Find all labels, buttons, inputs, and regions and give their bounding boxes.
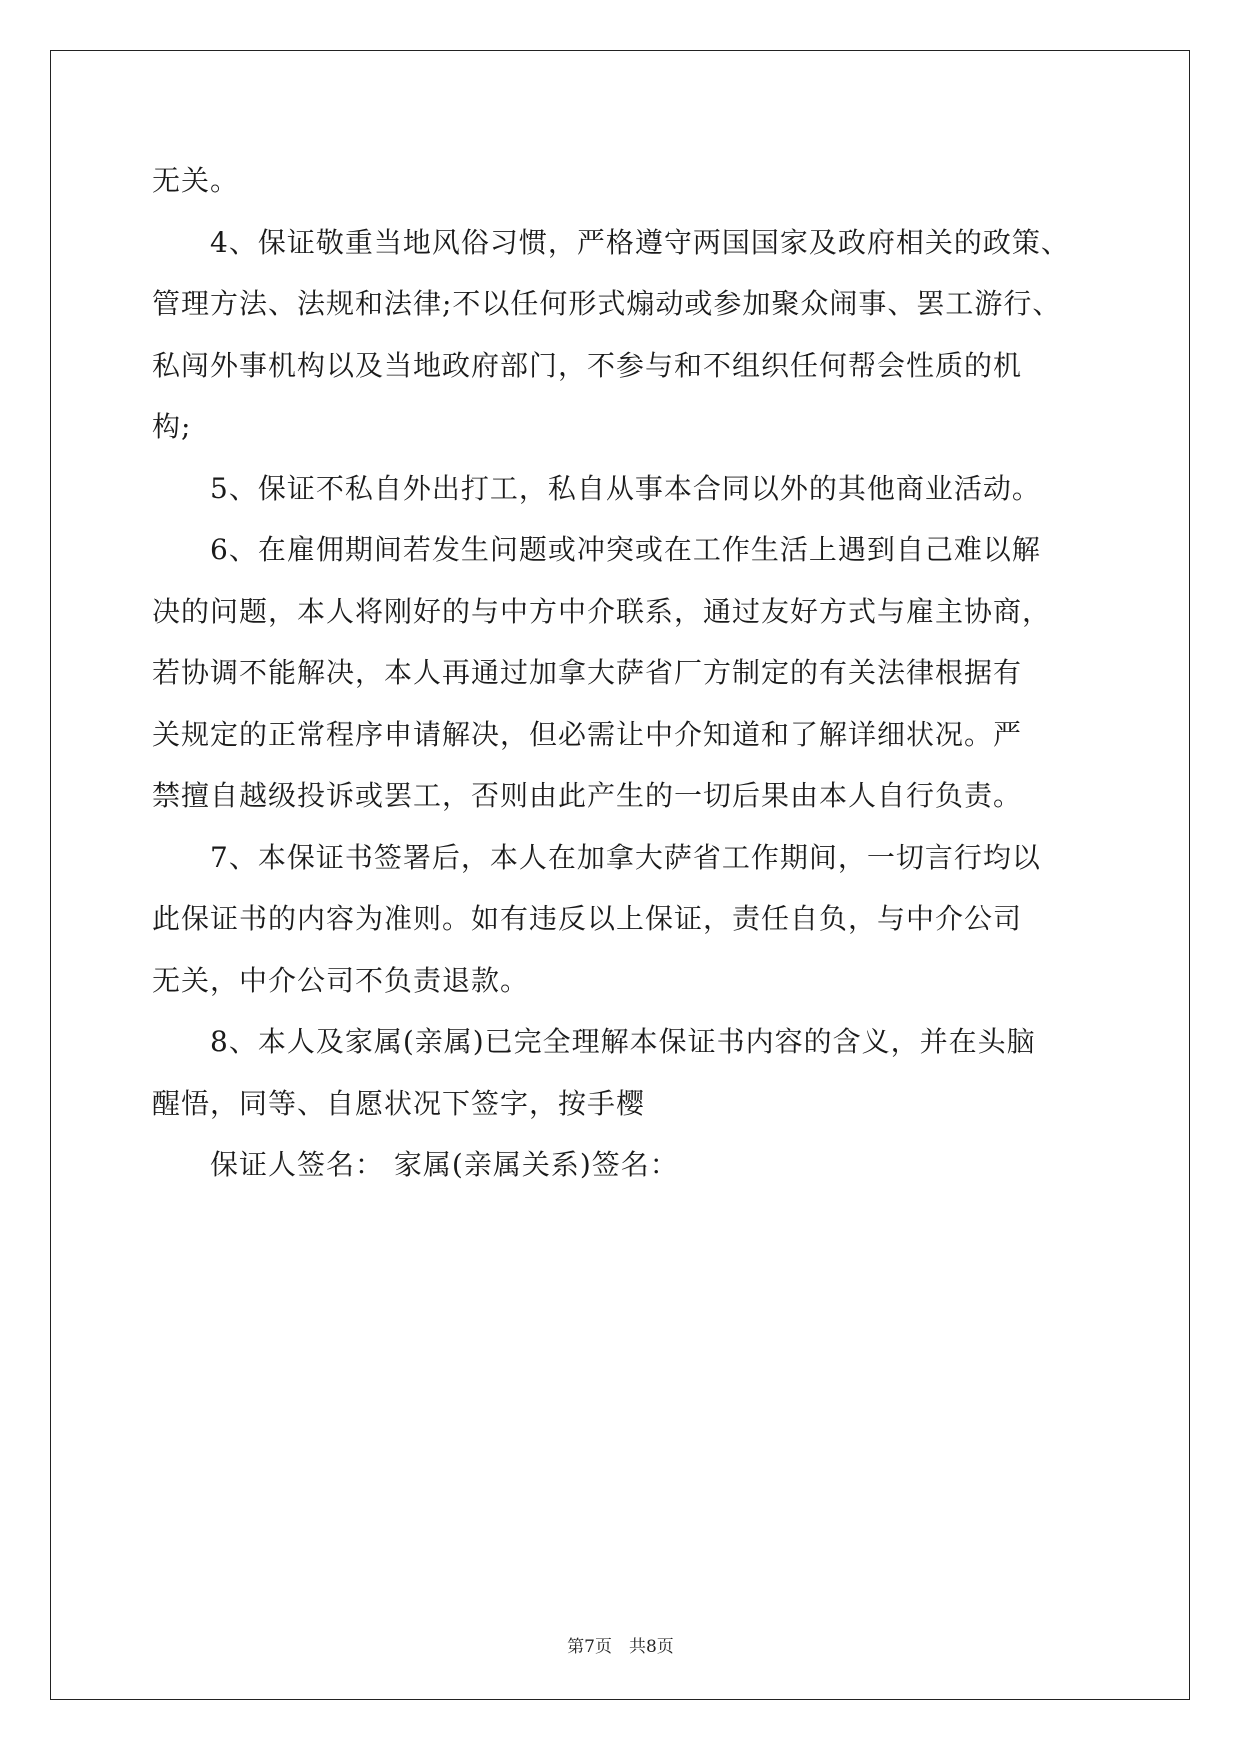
text-line: 8、本人及家属(亲属)已完全理解本保证书内容的含义，并在头脑	[210, 1025, 1036, 1058]
text-line: 管理方法、法规和法律;不以任何形式煽动或参加聚众闹事、罢工游行、	[152, 287, 1062, 320]
text-line: 关规定的正常程序申请解决，但必需让中介知道和了解详细状况。严	[152, 717, 1023, 751]
text-line: 构;	[152, 410, 192, 443]
text-line: 醒悟，同等、自愿状况下签字，按手樱	[152, 1086, 646, 1120]
page-number: 第7页 共8页	[567, 1637, 674, 1657]
text-line: 此保证书的内容为准则。如有违反以上保证，责任自负，与中介公司	[152, 902, 1023, 935]
text-line: 6、在雇佣期间若发生问题或冲突或在工作生活上遇到自己难以解	[210, 533, 1041, 566]
signature-line: 保证人签名： 家属(亲属关系)签名：	[210, 1148, 679, 1181]
text-line: 5、保证不私自外出打工，私自从事本合同以外的其他商业活动。	[210, 471, 1041, 505]
text-line: 私闯外事机构以及当地政府部门，不参与和不组织任何帮会性质的机	[152, 348, 1023, 382]
text-line: 无关，中介公司不负责退款。	[152, 963, 530, 997]
text-line: 若协调不能解决，本人再通过加拿大萨省厂方制定的有关法律根据有	[152, 656, 1023, 689]
text-line: 7、本保证书签署后，本人在加拿大萨省工作期间，一切言行均以	[210, 840, 1041, 874]
text-line: 决的问题，本人将刚好的与中方中介联系，通过友好方式与雇主协商，	[152, 594, 1052, 628]
document-body	[152, 150, 1092, 1196]
text-line: 4、保证敬重当地风俗习惯，严格遵守两国国家及政府相关的政策、	[210, 225, 1070, 259]
text-line: 无关。	[152, 164, 240, 197]
text-line: 禁擅自越级投诉或罢工，否则由此产生的一切后果由本人自行负责。	[152, 779, 1023, 812]
